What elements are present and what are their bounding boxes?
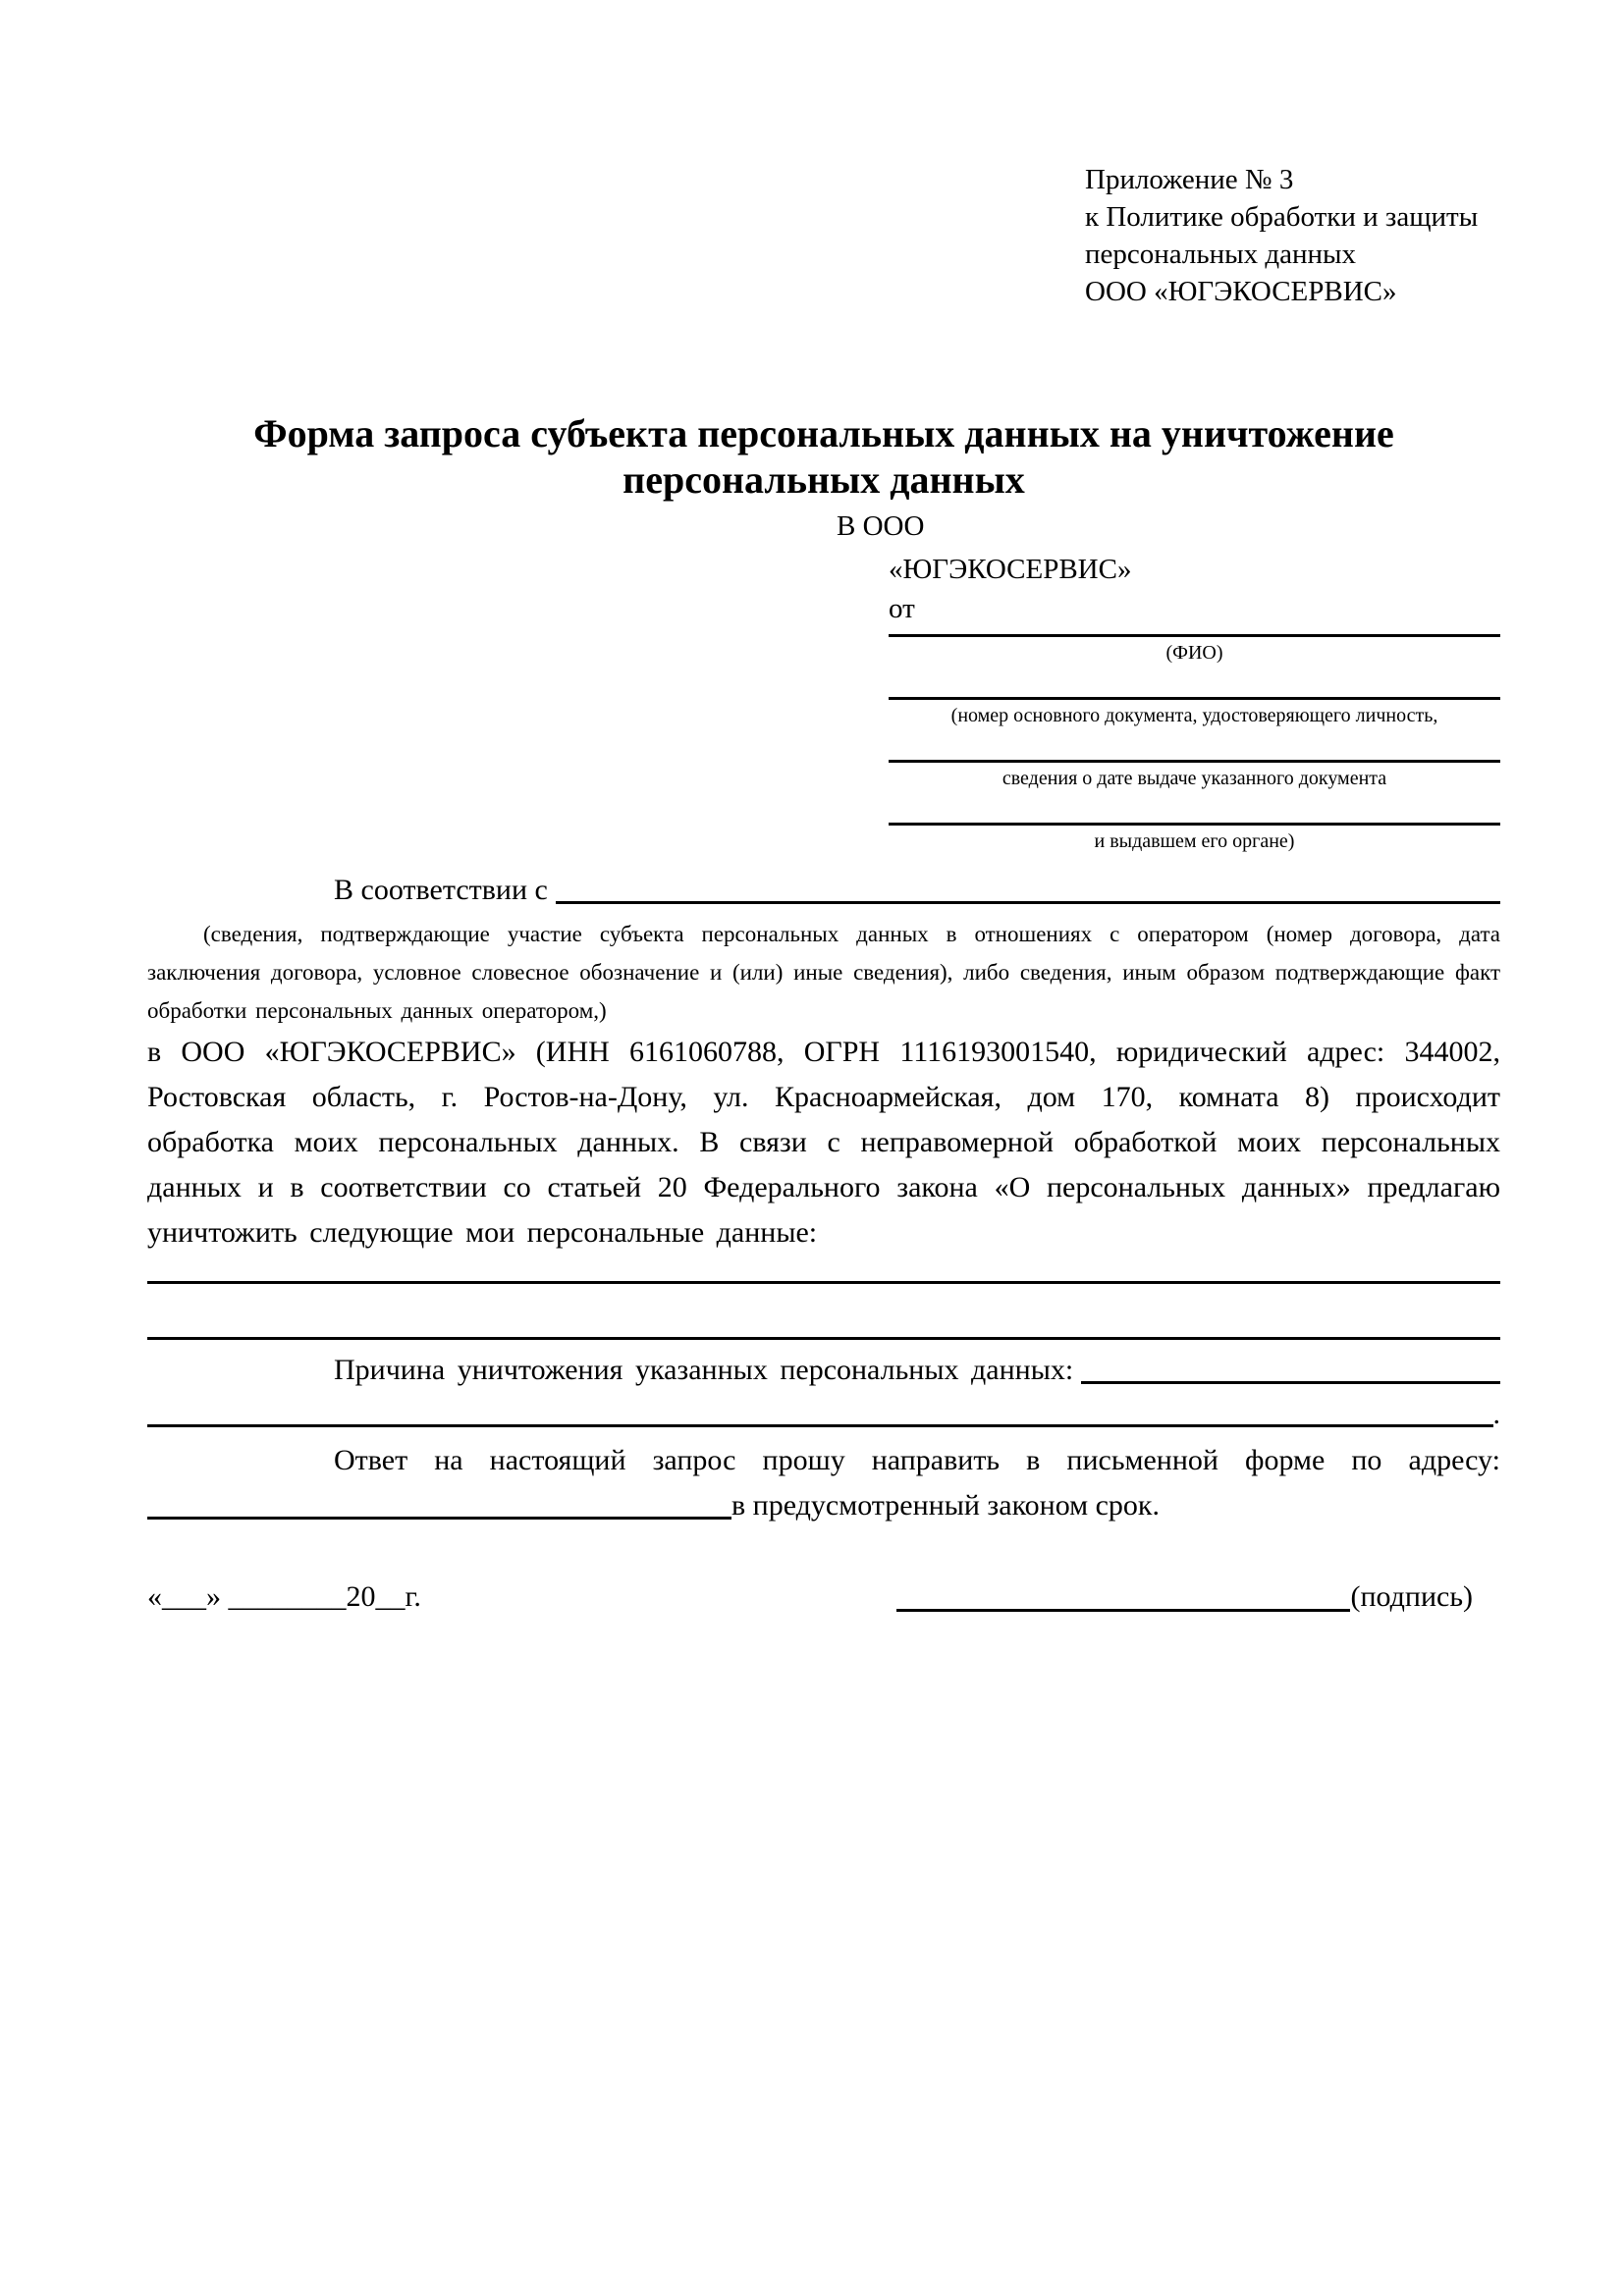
appendix-line: персональных данных: [1085, 239, 1357, 270]
paragraph-indent: [147, 1348, 334, 1393]
issuing-authority-field: [889, 823, 1500, 854]
reason-continuation-row: [147, 1393, 1500, 1436]
reason-period: .: [1492, 1398, 1500, 1430]
signature-caption: (подпись): [1350, 1580, 1473, 1613]
paragraph-indent: [147, 868, 334, 913]
doc-number-field: [889, 697, 1500, 728]
reason-blank-line-2: [147, 1393, 1493, 1427]
accordance-blank-line: [556, 868, 1500, 904]
addressee-to: В ООО: [837, 510, 925, 542]
doc-number-caption: (номер основного документа, удостоверяющего личность,: [950, 705, 1438, 726]
document-title: Форма запроса субъекта персональных данных на уничтожение персональных данных: [253, 411, 1394, 502]
signature-blank-line: [896, 1609, 1350, 1612]
issuing-authority-blank-line: [889, 823, 1500, 826]
fio-field: [889, 634, 1500, 666]
reason-row: [147, 1348, 1500, 1393]
fio-caption: (ФИО): [1165, 642, 1223, 664]
response-address-blank-line: [147, 1483, 731, 1520]
appendix-line: ООО «ЮГЭКОСЕРВИС»: [1085, 276, 1397, 307]
issue-date-field: [889, 760, 1500, 791]
addressee-company: «ЮГЭКОСЕРВИС»: [889, 554, 1132, 585]
reason-label: Причина уничтожения указанных персональных данных:: [334, 1354, 1074, 1386]
main-paragraph: в ООО «ЮГЭКОСЕРВИС» (ИНН 6161060788, ОГРН 1116193001540, юридический адрес: 344002, Ростовская область, г. Ростов-на-Дону, ул. Красноармейская, дом 170, комната 8) происходит обработка моих персональных данных. В связи с неправомерной обработкой моих персональных данных и в соответствии со статьей 20 Федерального закона «О персональных данных» предлагаю уничтожить следующие мои персональные данные:: [147, 1036, 1500, 1249]
appendix-line: Приложение № 3: [1085, 164, 1294, 195]
issue-date-caption: сведения о дате выдаче указанного документа: [1001, 768, 1387, 789]
response-paragraph: Ответ на настоящий запрос прошу направить в письменной форме по адресу:: [334, 1444, 1500, 1476]
signature-group: [896, 1575, 1473, 1619]
issuing-authority-caption: и выдавшем его органе): [1094, 830, 1295, 852]
accordance-row: [147, 868, 1500, 913]
addressee-block: [147, 505, 1500, 854]
footer-row: [147, 1575, 1500, 1619]
response-address-row: [147, 1483, 1500, 1528]
fio-blank-line: [889, 634, 1500, 637]
accordance-fineprint: (сведения, подтверждающие участие субъекта персональных данных в отношениях с оператором (номер договора, дата заключения договора, условное словесное обозначение и (или) иные сведения), либо сведения, иным образом подтверждающие факт обработки персональных данных оператором,): [147, 922, 1500, 1023]
response-suffix: в предусмотренный законом срок.: [731, 1489, 1160, 1522]
date-blank: «___» ________20__г.: [147, 1580, 421, 1613]
appendix-line: к Политике обработки и защиты: [1085, 201, 1479, 233]
accordance-label: В соответствии с: [334, 874, 548, 906]
issue-date-blank-line: [889, 760, 1500, 763]
appendix-block: [1085, 161, 1500, 310]
doc-number-blank-line: [889, 697, 1500, 700]
addressee-from-label: от: [889, 593, 915, 624]
reason-blank-line: [1081, 1348, 1500, 1384]
data-blank-line-1: [147, 1281, 1500, 1284]
data-blank-line-2: [147, 1337, 1500, 1340]
